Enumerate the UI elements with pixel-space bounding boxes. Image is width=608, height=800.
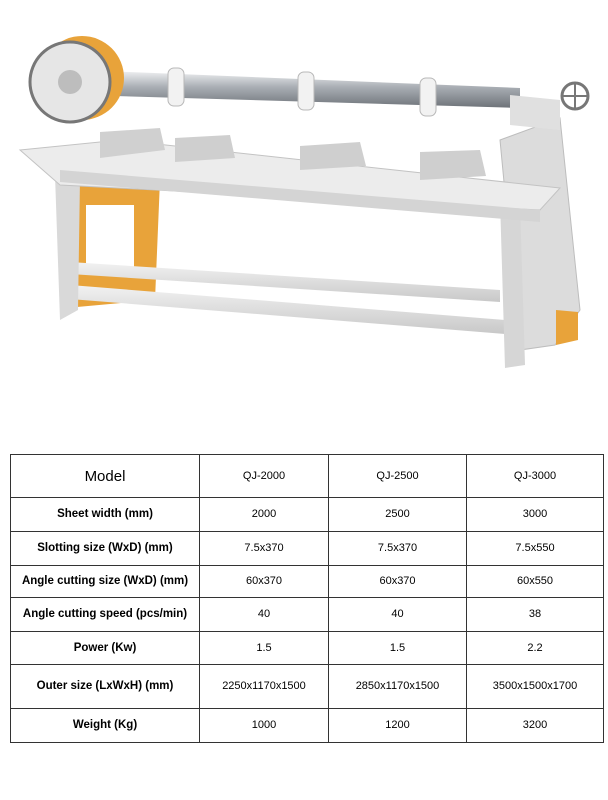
left-leg-window	[86, 205, 134, 267]
row-value: 2250x1170x1500	[200, 665, 329, 709]
row-value: 2500	[329, 498, 467, 532]
front-left-leg	[55, 175, 80, 320]
roller-clamp-2	[298, 72, 314, 110]
table-row	[11, 665, 604, 709]
row-label: Outer size (LxWxH) (mm)	[11, 665, 200, 709]
drive-pulley-hub	[58, 70, 82, 94]
right-foot	[556, 310, 578, 345]
row-value: 7.5x550	[467, 532, 604, 566]
row-label: Power (Kw)	[11, 632, 200, 665]
row-value: 60x370	[329, 566, 467, 598]
row-value: 1000	[200, 709, 329, 743]
model-name: QJ-2500	[329, 455, 467, 498]
cutter-head-2	[175, 135, 235, 162]
table-row	[11, 598, 604, 632]
table-row	[11, 498, 604, 532]
cutter-head-3	[300, 142, 366, 170]
cutter-head-4	[420, 150, 486, 180]
row-value: 3000	[467, 498, 604, 532]
roller-clamp-3	[420, 78, 436, 116]
row-value: 2.2	[467, 632, 604, 665]
row-label: Angle cutting size (WxD) (mm)	[11, 566, 200, 598]
spec-table	[10, 454, 604, 743]
row-value: 38	[467, 598, 604, 632]
row-value: 7.5x370	[329, 532, 467, 566]
row-value: 1200	[329, 709, 467, 743]
row-value: 40	[329, 598, 467, 632]
row-label: Sheet width (mm)	[11, 498, 200, 532]
row-value: 40	[200, 598, 329, 632]
model-name: QJ-3000	[467, 455, 604, 498]
row-value: 1.5	[329, 632, 467, 665]
row-value: 60x370	[200, 566, 329, 598]
right-housing	[510, 95, 560, 130]
row-value: 3500x1500x1700	[467, 665, 604, 709]
table-row	[11, 632, 604, 665]
row-label: Slotting size (WxD) (mm)	[11, 532, 200, 566]
row-value: 2000	[200, 498, 329, 532]
row-value: 1.5	[200, 632, 329, 665]
table-header-row	[11, 455, 604, 498]
table-row	[11, 709, 604, 743]
model-name: QJ-2000	[200, 455, 329, 498]
row-value: 3200	[467, 709, 604, 743]
table-row	[11, 532, 604, 566]
row-label: Weight (Kg)	[11, 709, 200, 743]
row-value: 7.5x370	[200, 532, 329, 566]
table-row	[11, 566, 604, 598]
row-value: 60x550	[467, 566, 604, 598]
row-value: 2850x1170x1500	[329, 665, 467, 709]
row-label: Angle cutting speed (pcs/min)	[11, 598, 200, 632]
roller-clamp-1	[168, 68, 184, 106]
header-label: Model	[11, 455, 200, 498]
